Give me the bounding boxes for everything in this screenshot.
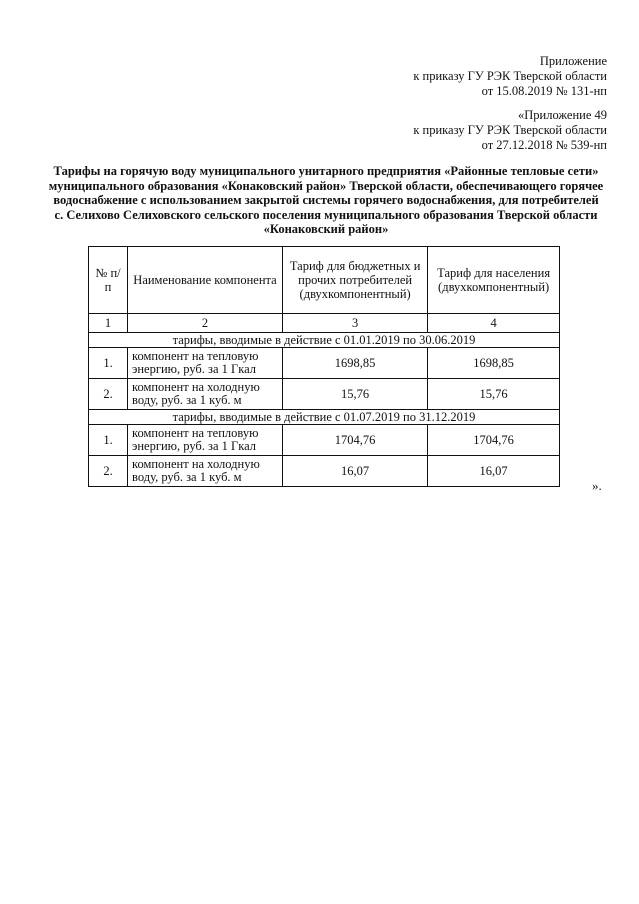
row-population: 1698,85 (428, 348, 560, 379)
row-budget: 16,07 (283, 456, 428, 487)
row-name: компонент на холодную воду, руб. за 1 куб. м (128, 379, 283, 410)
row-budget: 15,76 (283, 379, 428, 410)
title-line: с. Селихово Селиховского сельского поселения муниципального образования Тверской области (54, 207, 598, 222)
table-row (89, 379, 560, 410)
row-num: 1. (89, 348, 128, 379)
row-num: 1. (89, 425, 128, 456)
appendix-line: от 27.12.2018 № 539-нп (481, 138, 607, 152)
appendix-line: Приложение (539, 54, 607, 68)
header-population: Тариф для населения (двухкомпонентный) (428, 247, 560, 314)
row-name: компонент на тепловую энергию, руб. за 1 Гкал (128, 425, 283, 456)
period-row (89, 333, 560, 348)
row-population: 15,76 (428, 379, 560, 410)
appendix-header-current (413, 54, 607, 99)
row-num: 2. (89, 456, 128, 487)
row-name: компонент на тепловую энергию, руб. за 1 Гкал (128, 348, 283, 379)
row-name: компонент на холодную воду, руб. за 1 куб. м (128, 456, 283, 487)
period-label: тарифы, вводимые в действие с 01.07.2019 по 31.12.2019 (89, 410, 560, 425)
document-title (40, 164, 612, 237)
table-row (89, 348, 560, 379)
closing-quote-mark: ». (592, 478, 602, 493)
column-index: 4 (428, 314, 560, 333)
row-population: 1704,76 (428, 425, 560, 456)
appendix-header-original (413, 108, 607, 153)
column-index: 1 (89, 314, 128, 333)
header-budget: Тариф для бюджетных и прочих потребителей (двухкомпонентный) (283, 247, 428, 314)
appendix-line: к приказу ГУ РЭК Тверской области (413, 69, 607, 83)
row-num: 2. (89, 379, 128, 410)
period-row (89, 410, 560, 425)
appendix-line: от 15.08.2019 № 131-нп (481, 84, 607, 98)
title-line: муниципального образования «Конаковский район» Тверской области, обеспечивающего горячее (48, 178, 604, 193)
title-line: «Конаковский район» (263, 222, 389, 237)
appendix-line: к приказу ГУ РЭК Тверской области (413, 123, 607, 137)
column-index: 2 (128, 314, 283, 333)
row-budget: 1698,85 (283, 348, 428, 379)
column-index-row (89, 314, 560, 333)
row-population: 16,07 (428, 456, 560, 487)
header-num: № п/п (89, 247, 128, 314)
tariff-table (88, 246, 560, 487)
column-index: 3 (283, 314, 428, 333)
table-row (89, 425, 560, 456)
title-line: водоснабжение с использованием закрытой системы горячего водоснабжения, для потребителей (53, 193, 599, 208)
period-label: тарифы, вводимые в действие с 01.01.2019 по 30.06.2019 (89, 333, 560, 348)
table-header-row (89, 247, 560, 314)
row-budget: 1704,76 (283, 425, 428, 456)
header-name: Наименование компонента (128, 247, 283, 314)
table-row (89, 456, 560, 487)
title-line: Тарифы на горячую воду муниципального унитарного предприятия «Районные тепловые сети» (53, 164, 599, 178)
appendix-line: «Приложение 49 (518, 108, 607, 122)
